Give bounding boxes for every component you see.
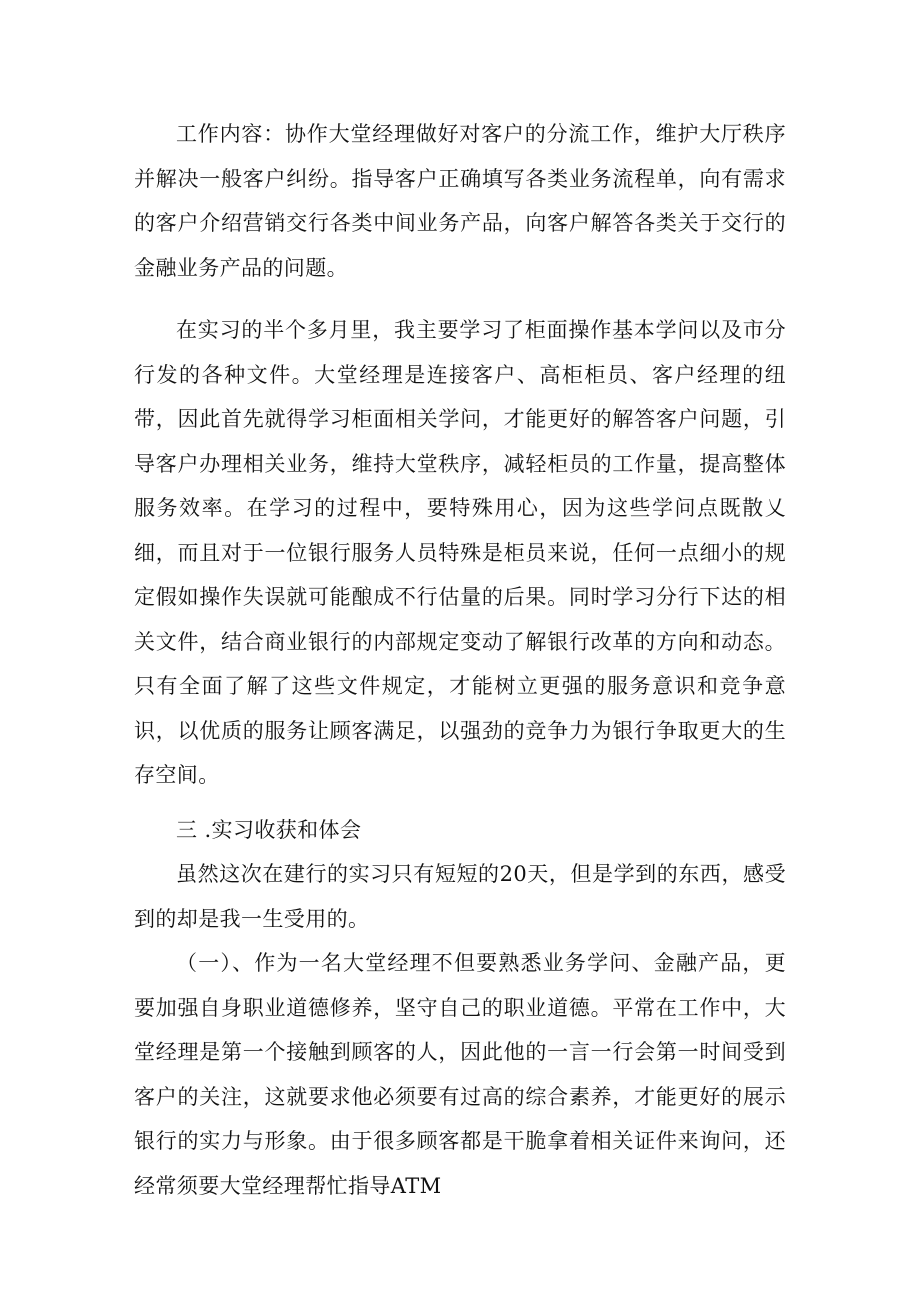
section-heading-gains: 三 .实习收获和体会 [176,817,362,842]
paragraph-work-content: 工作内容：协作大堂经理做好对客户的分流工作，维护大厅秩序并解决一般客户纠纷。指导客户正确填写各类业务流程单，向有需求的客户介绍营销交行各类中间业务产品，向客户解答各类关于交行的金融业务产品的问题。 [134,122,786,280]
paragraph-gains-intro: 虽然这次在建行的实习只有短短的20天，但是学到的东西，感受到的却是我一生受用的。 [134,862,786,931]
paragraph-spacer [134,798,786,808]
paragraph-internship-study: 在实习的半个多月里，我主要学习了柜面操作基本学问以及市分行发的各种文件。大堂经理是连接客户、高柜柜员、客户经理的纽带，因此首先就得学习柜面相关学问，才能更好的解答客户问题，引导客户办理相关业务，维持大堂秩序，减轻柜员的工作量，提高整体服务效率。在学习的过程中，要特殊用心，因为这些学问点既散乂细，而且对于一位银行服务人员特殊是柜员来说，任何一点细小的规定假如操作失误就可能酿成不行估量的后果。同时学习分行下达的相关文件，结合商业银行的内部规定变动了解银行改革的方向和动态。只有全面了解了这些文件规定，才能树立更强的服务意识和竞争意识，以优质的服务让顾客满足，以强劲的竞争力为银行争取更大的生存空间。 [134,318,786,787]
document-body [134,112,786,1208]
paragraph-point-one: （一）、作为一名大堂经理不但要熟悉业务学问、金融产品，更要加强自身职业道德修养，坚守自己的职业道德。平常在工作中，大堂经理是第一个接触到顾客的人，因此他的一言一行会第一时间受到客户的关注，这就要求他必须要有过高的综合素养，才能更好的展示银行的实力与形象。由于很多顾客都是干脆拿着相关证件来询问，还经常须要大堂经理帮忙指导ATM [134,951,786,1198]
paragraph-spacer [134,290,786,308]
